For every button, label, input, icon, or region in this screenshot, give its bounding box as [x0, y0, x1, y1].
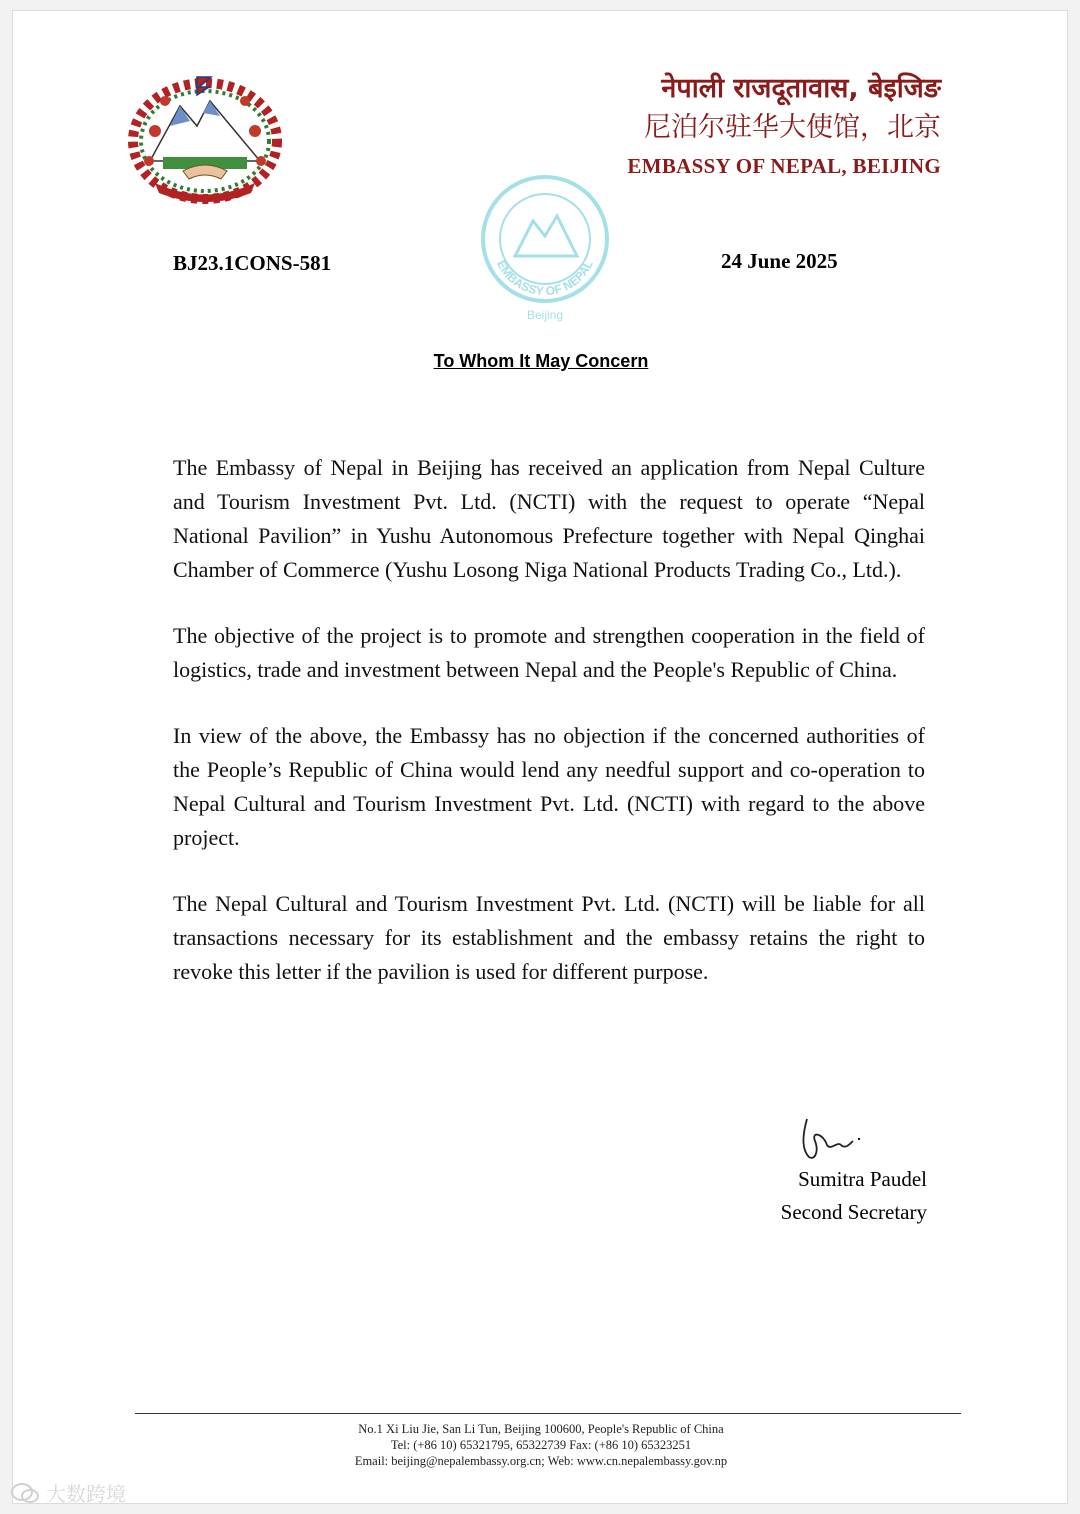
footer-divider: [135, 1413, 961, 1414]
stamp-text-top: EMBASSY OF NEPAL: [494, 257, 596, 299]
letter-body: [173, 451, 925, 1021]
embassy-name-nepali: नेपाली राजदूतावास, बेइजिङ: [661, 73, 941, 104]
embassy-stamp: [465, 161, 625, 326]
watermark-text: 大数跨境: [46, 1482, 126, 1506]
letter-page: [12, 10, 1068, 1504]
signatory-name: Sumitra Paudel: [798, 1167, 927, 1191]
body-paragraph: The Embassy of Nepal in Beijing has received an application from Nepal Culture and Tourism Investment Pvt. Ltd. (NCTI) with the request to operate “Nepal National Pavilion” in Yushu Autonomous Prefecture together with Nepal Qinghai Chamber of Commerce (Yushu Losong Niga National Products Trading Co., Ltd.).: [173, 455, 925, 582]
signatory-title: Second Secretary: [780, 1200, 927, 1224]
footer: [13, 1421, 1069, 1469]
embassy-name-english: EMBASSY OF NEPAL, BEIJING: [627, 154, 941, 178]
nepal-coat-of-arms-icon: [125, 71, 285, 206]
body-paragraph: The objective of the project is to promote and strengthen cooperation in the field of logistics, trade and investment between Nepal and the People's Republic of China.: [173, 623, 925, 682]
stamp-text-bottom: Beijing: [526, 308, 564, 322]
footer-contact: Email: beijing@nepalembassy.org.cn; Web: www.cn.nepalembassy.gov.np: [354, 1454, 728, 1468]
body-paragraph: The Nepal Cultural and Tourism Investment Pvt. Ltd. (NCTI) will be liable for all transactions necessary for its establishment and the embassy retains the right to revoke this letter if the pavilion is used for different purpose.: [173, 891, 925, 984]
watermark: [10, 1478, 126, 1507]
letter-subject: To Whom It May Concern: [433, 351, 649, 371]
handwritten-signature: [797, 1111, 867, 1163]
footer-phone: Tel: (+86 10) 65321795, 65322739 Fax: (+86 10) 65323251: [390, 1438, 692, 1452]
footer-address: No.1 Xi Liu Jie, San Li Tun, Beijing 100600, People's Republic of China: [358, 1422, 724, 1436]
wechat-icon: [10, 1481, 40, 1505]
letter-date: 24 June 2025: [721, 249, 838, 273]
reference-number: BJ23.1CONS-581: [173, 251, 332, 275]
signature-block: [781, 1111, 927, 1229]
body-paragraph: In view of the above, the Embassy has no objection if the concerned authorities of the People’s Republic of China would lend any needful support and co-operation to Nepal Cultural and Tourism Investment Pvt. Ltd. (NCTI) with regard to the above project.: [173, 723, 925, 850]
embassy-name-chinese: 尼泊尔驻华大使馆，北京: [644, 112, 941, 143]
letterhead: [627, 71, 941, 183]
